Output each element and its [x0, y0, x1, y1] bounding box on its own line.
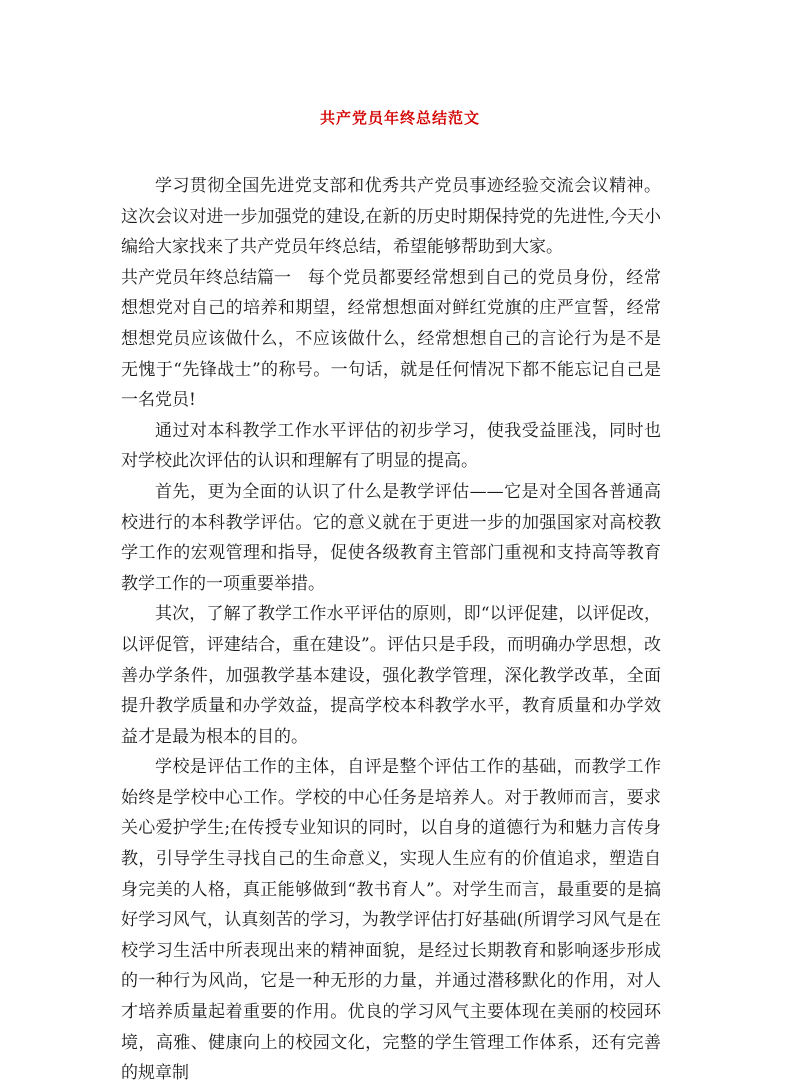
- paragraph-first: 首先，更为全面的认识了什么是教学评估——它是对全国各普通高校进行的本科教学评估。它的意义就在于更进一步的加强国家对高校教学工作的宏观管理和指导，促使各级教育主管部门重视和支持高等教育教学工作的一项重要举措。: [121, 481, 661, 594]
- section-paragraph: [121, 263, 661, 416]
- document-body: [121, 171, 661, 1089]
- paragraph-second: 其次，了解了教学工作水平评估的原则，即“以评促建，以评促改，以评促管，评建结合，重在建设”。评估只是手段，而明确办学思想，改善办学条件，加强教学基本建设，强化教学管理，深化教学改革，全面提升教学质量和办学效益，提高学校本科教学水平，教育质量和办学效益才是最为根本的目的。: [121, 604, 661, 747]
- paragraph-school-subject: 学校是评估工作的主体，自评是整个评估工作的基础，而教学工作始终是学校中心工作。学校的中心任务是培养人。对于教师而言，要求关心爱护学生;在传授专业知识的同时，以自身的道德行为和魅力言传身教，引导学生寻找自己的生命意义，实现人生应有的价值追求，塑造自身完美的人格，真正能够做到“教书育人”。对学生而言，最重要的是搞好学习风气，认真刻苦的学习，为教学评估打好基础(所谓学习风气是在校学习生活中所表现出来的精神面貌，是经过长期教育和影响逐步形成的一种行为风尚，它是一种无形的力量，并通过潜移默化的作用，对人才培养质量起着重要的作用。优良的学习风气主要体现在美丽的校园环境，高雅、健康向上的校园文化，完整的学生管理工作体系，还有完善的规章制: [121, 757, 661, 1084]
- section-paragraph-text: 每个党员都要经常想到自己的党员身份，经常想想党对自己的培养和期望，经常想想面对鲜红党旗的庄严宣誓，经常想想党员应该做什么，不应该做什么，经常想想自己的言论行为是不是无愧于“先锋战士”的称号。一句话，就是任何情况下都不能忘记自己是一名党员!: [121, 267, 661, 411]
- document-title: 共产党员年终总结范文: [319, 109, 480, 127]
- paragraph-evaluation-learning: 通过对本科教学工作水平评估的初步学习，使我受益匪浅，同时也对学校此次评估的认识和理解有了明显的提高。: [121, 420, 661, 472]
- intro-paragraph: 学习贯彻全国先进党支部和优秀共产党员事迹经验交流会议精神。这次会议对进一步加强党的建设,在新的历史时期保持党的先进性,今天小编给大家找来了共产党员年终总结，希望能够帮助到大家。: [121, 176, 661, 258]
- section-heading: 共产党员年终总结篇一: [121, 267, 291, 288]
